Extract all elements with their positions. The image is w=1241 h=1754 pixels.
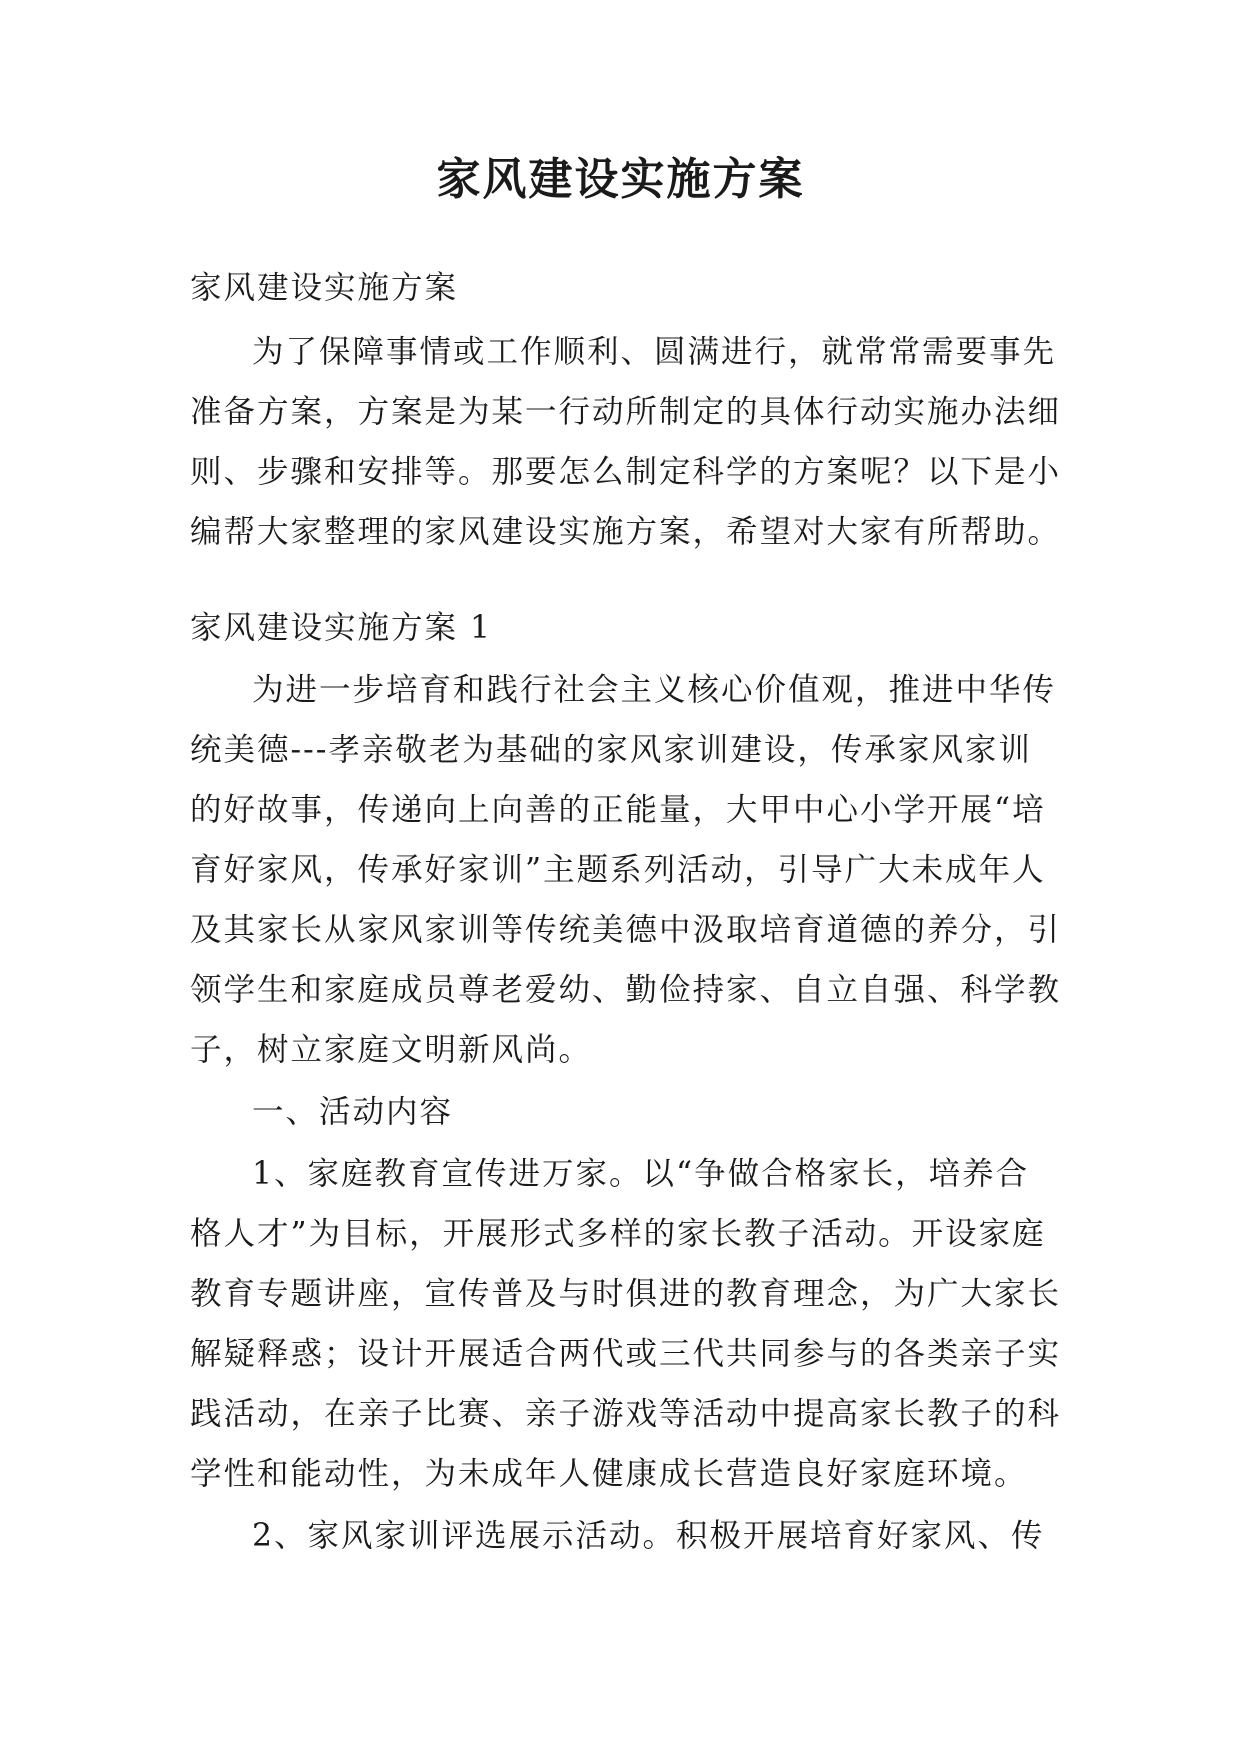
text-line-doc-label: 家风建设实施方案 xyxy=(190,270,459,306)
text-line-item1-2: 格人才”为目标，开展形式多样的家长教子活动。开设家庭 xyxy=(190,1216,1046,1252)
text-line-intro-1: 为了保障事情或工作顺利、圆满进行，就常常需要事先 xyxy=(252,334,1057,370)
document-title: 家风建设实施方案 xyxy=(436,154,805,205)
text-line-item1-3: 教育专题讲座，宣传普及与时俱进的教育理念，为广大家长 xyxy=(190,1276,1062,1312)
section-heading-plan-1: 家风建设实施方案 1 xyxy=(190,610,493,646)
text-line-intro-3: 则、步骤和安排等。那要怎么制定科学的方案呢？以下是小 xyxy=(190,454,1062,490)
text-line-intro-4: 编帮大家整理的家风建设实施方案，希望对大家有所帮助。 xyxy=(190,514,1062,550)
text-line-plan-2: 统美德---孝亲敬老为基础的家风家训建设，传承家风家训 xyxy=(190,732,1032,768)
text-line-item2-1: 2、家风家训评选展示活动。积极开展培育好家风、传 xyxy=(252,1518,1045,1554)
text-line-intro-2: 准备方案，方案是为某一行动所制定的具体行动实施办法细 xyxy=(190,394,1062,430)
text-line-plan-1: 为进一步培育和践行社会主义核心价值观，推进中华传 xyxy=(252,672,1057,708)
subheading-activity-content: 一、活动内容 xyxy=(252,1094,454,1130)
text-line-item1-1: 1、家庭教育宣传进万家。以“争做合格家长，培养合 xyxy=(252,1156,1030,1192)
text-line-item1-4: 解疑释惑；设计开展适合两代或三代共同参与的各类亲子实 xyxy=(190,1336,1062,1372)
text-line-plan-5: 及其家长从家风家训等传统美德中汲取培育道德的养分，引 xyxy=(190,912,1062,948)
text-line-plan-6: 领学生和家庭成员尊老爱幼、勤俭持家、自立自强、科学教 xyxy=(190,972,1062,1008)
text-line-plan-7: 子，树立家庭文明新风尚。 xyxy=(190,1032,593,1068)
text-line-plan-4: 育好家风，传承好家训”主题系列活动，引导广大未成年人 xyxy=(190,852,1046,888)
text-line-plan-3: 的好故事，传递向上向善的正能量，大甲中心小学开展“培 xyxy=(190,792,1046,828)
text-line-item1-5: 践活动，在亲子比赛、亲子游戏等活动中提高家长教子的科 xyxy=(190,1396,1062,1432)
text-line-item1-6: 学性和能动性，为未成年人健康成长营造良好家庭环境。 xyxy=(190,1456,1028,1492)
